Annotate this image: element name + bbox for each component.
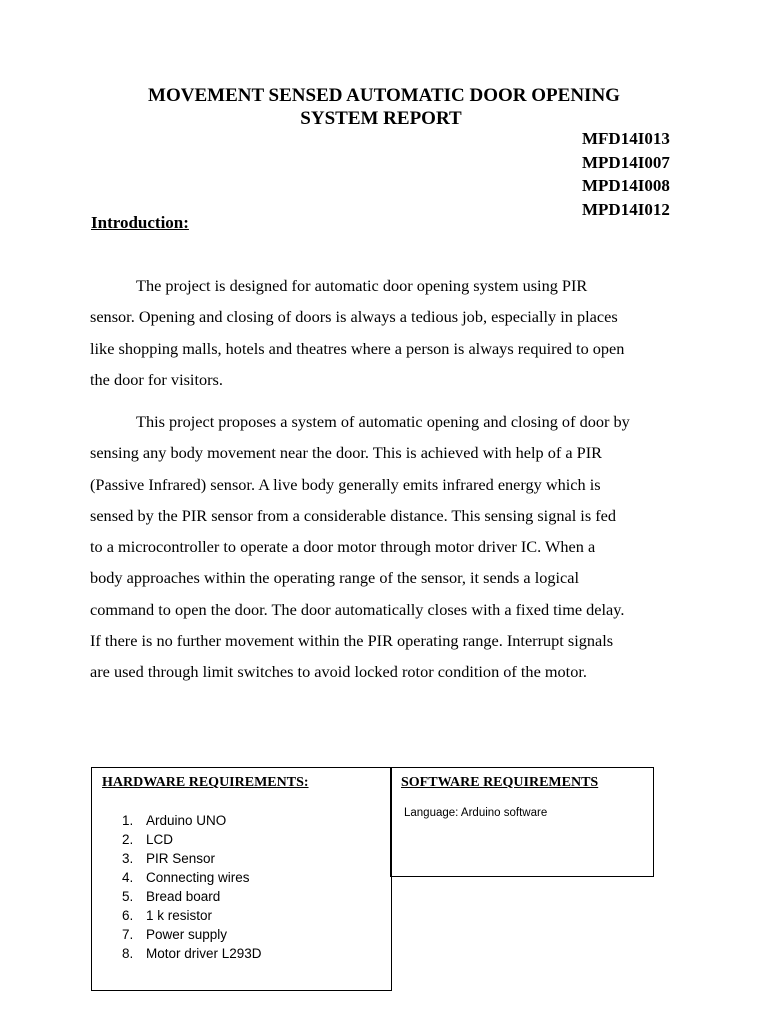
list-item-label: Arduino UNO — [146, 813, 227, 828]
introduction-paragraph-1 — [90, 270, 680, 395]
list-item — [122, 925, 262, 944]
list-item-number: 2. — [122, 832, 134, 847]
software-requirements-heading: SOFTWARE REQUIREMENTS — [401, 775, 599, 790]
list-item-label: Connecting wires — [146, 870, 250, 885]
paragraph-line: the door for visitors. — [90, 369, 223, 389]
list-item-label: Motor driver L293D — [146, 946, 262, 961]
paragraph-line: body approaches within the operating range of the sensor, it sends a logical — [90, 568, 580, 588]
student-id: MPD14I012 — [582, 199, 670, 219]
list-item — [122, 887, 262, 906]
student-id-list — [582, 127, 670, 221]
report-title-line-2: SYSTEM REPORT — [300, 108, 462, 129]
introduction-paragraph-2 — [90, 406, 680, 688]
list-item-label: Bread board — [146, 889, 221, 904]
list-item-label: 1 k resistor — [146, 908, 213, 923]
paragraph-line: to a microcontroller to operate a door motor through motor driver IC. When a — [90, 537, 596, 557]
paragraph-line: (Passive Infrared) sensor. A live body generally emits infrared energy which is — [90, 474, 601, 494]
list-item-number: 7. — [122, 927, 134, 942]
list-item-number: 4. — [122, 870, 134, 885]
student-id: MPD14I007 — [582, 152, 670, 172]
list-item-number: 1. — [122, 813, 134, 828]
paragraph-line: If there is no further movement within the PIR operating range. Interrupt signals — [90, 631, 614, 651]
paragraph-line: The project is designed for automatic door opening system using PIR — [136, 276, 588, 295]
list-item — [122, 906, 262, 925]
paragraph-line: This project proposes a system of automatic opening and closing of door by — [136, 412, 630, 431]
paragraph-line: sensor. Opening and closing of doors is always a tedious job, especially in places — [90, 307, 618, 327]
list-item — [122, 868, 262, 887]
list-item — [122, 849, 262, 868]
report-title-line-1: MOVEMENT SENSED AUTOMATIC DOOR OPENING — [148, 85, 620, 106]
hardware-requirements-list — [122, 811, 262, 963]
list-item-label: Power supply — [146, 927, 228, 942]
student-id: MFD14I013 — [582, 129, 670, 148]
list-item — [122, 830, 262, 849]
software-language-text: Language: Arduino software — [404, 807, 548, 819]
paragraph-line: sensing any body movement near the door. This is achieved with help of a PIR — [90, 443, 603, 463]
paragraph-line: like shopping malls, hotels and theatres where a person is always required to open — [90, 338, 625, 358]
list-item-number: 3. — [122, 851, 134, 866]
list-item — [122, 944, 262, 963]
hardware-requirements-box — [91, 767, 392, 991]
list-item — [122, 811, 262, 830]
list-item-label: PIR Sensor — [146, 851, 216, 866]
paragraph-line: are used through limit switches to avoid locked rotor condition of the motor. — [90, 662, 587, 682]
student-id: MPD14I008 — [582, 176, 670, 195]
list-item-number: 6. — [122, 908, 134, 923]
list-item-label: LCD — [146, 832, 174, 847]
hardware-requirements-heading: HARDWARE REQUIREMENTS: — [102, 775, 309, 790]
software-requirements-box — [390, 767, 654, 877]
introduction-heading: Introduction: — [91, 213, 189, 232]
list-item-number: 8. — [122, 946, 134, 961]
list-item-number: 5. — [122, 889, 134, 904]
paragraph-line: sensed by the PIR sensor from a considerable distance. This sensing signal is fed — [90, 505, 617, 525]
paragraph-line: command to open the door. The door automatically closes with a fixed time delay. — [90, 599, 625, 619]
